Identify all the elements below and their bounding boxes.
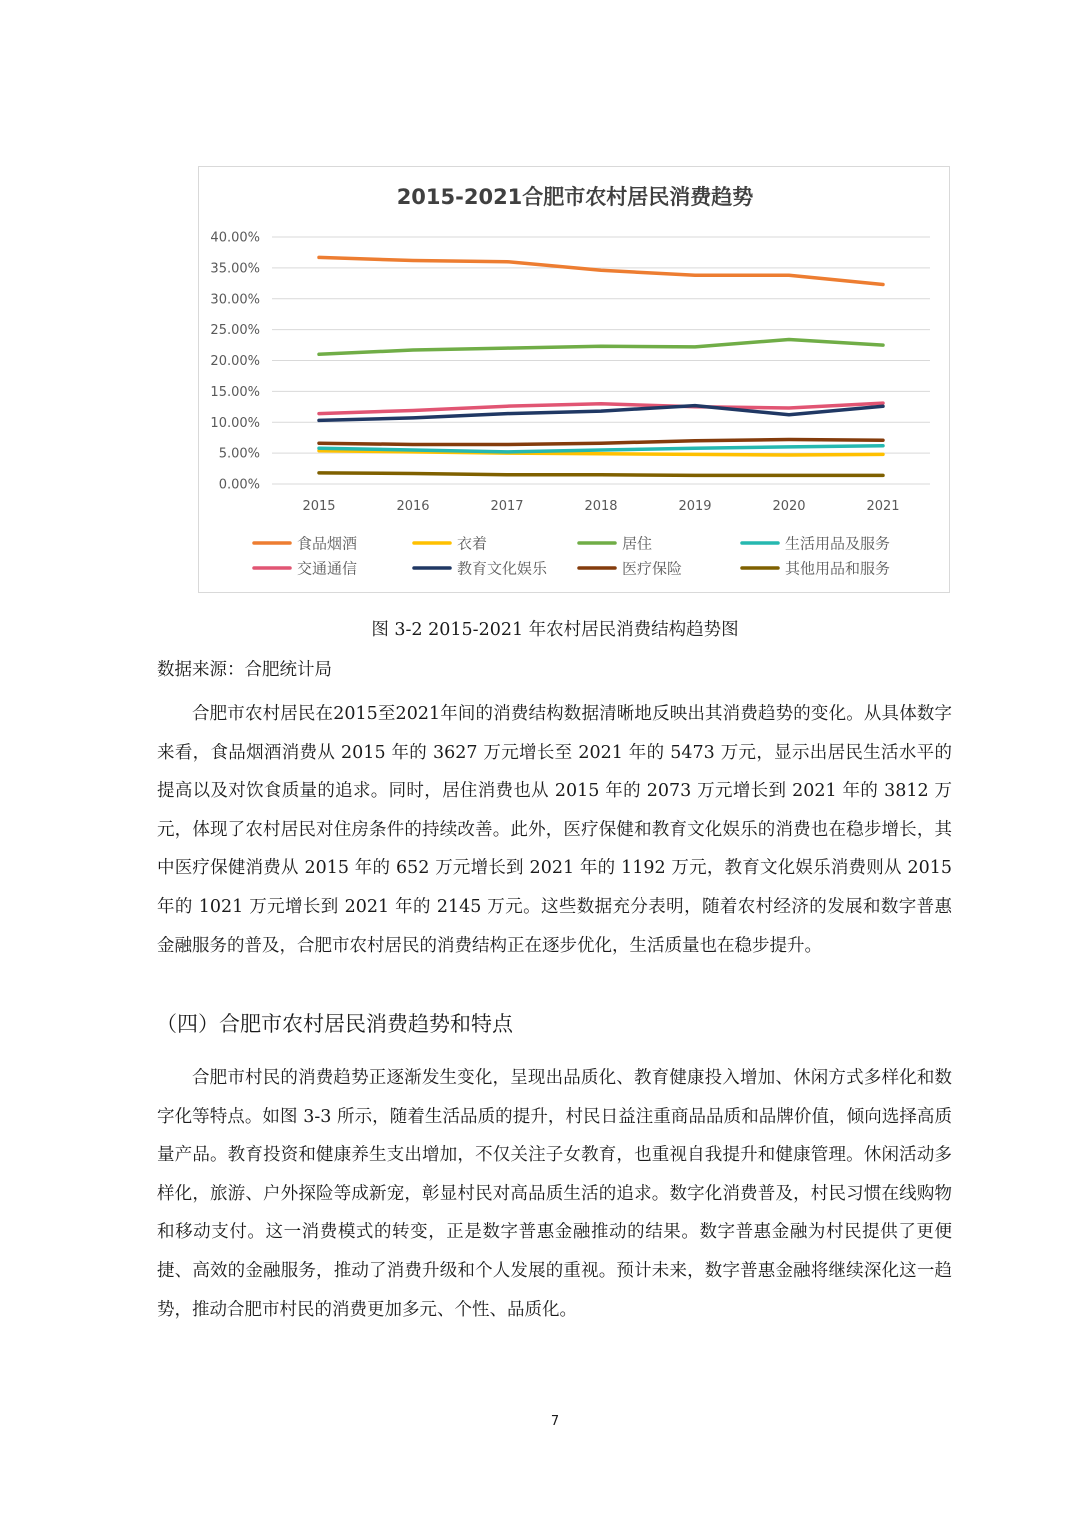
legend-label: 教育文化娱乐 [457, 559, 548, 578]
x-tick-label: 2018 [584, 499, 618, 514]
y-tick-label: 40.00% [210, 230, 260, 246]
line-chart [199, 167, 951, 594]
y-tick-label: 25.00% [210, 323, 260, 339]
y-tick-label: 35.00% [210, 261, 260, 277]
section-heading: （四）合肥市农村居民消费趋势和特点 [156, 1012, 513, 1036]
legend-label: 交通通信 [297, 559, 358, 578]
legend-label: 其他用品和服务 [785, 559, 891, 578]
legend-label: 衣着 [457, 534, 488, 553]
legend-label: 居住 [622, 534, 653, 553]
body-paragraph-1: 合肥市农村居民在2015至2021年间的消费结构数据清晰地反映出其消费趋势的变化。从具体数字来看，食品烟酒消费从 2015 年的 3627 万元增长至 2021 年的 5473 万元，显示出居民生活水平的提高以及对饮食质量的追求。同时，居住消费也从 2015 年的 2073 万元增长到 2021 年的 3812 万元，体现了农村居民对住房条件的持续改善。此外，医疗保健和教育文化娱乐的消费也在稳步增长，其中医疗保健消费从 2015 年的 652 万元增长到 2021 年的 1192 万元，教育文化娱乐消费则从 2015 年的 1021 万元增长到 2021 年的 2145 万元。这些数据充分表明，随着农村经济的发展和数字普惠金融服务的普及，合肥市农村居民的消费结构正在逐步优化，生活质量也在稳步提升。 [157, 704, 952, 956]
x-tick-label: 2019 [678, 499, 712, 514]
page-number: 7 [550, 1414, 560, 1429]
y-tick-label: 10.00% [210, 415, 260, 431]
series-line [319, 446, 883, 452]
series-line [319, 473, 883, 476]
y-tick-label: 0.00% [218, 477, 260, 493]
x-tick-label: 2015 [302, 499, 336, 514]
x-tick-label: 2017 [490, 499, 524, 514]
series-line [319, 257, 883, 284]
y-tick-label: 20.00% [210, 354, 260, 369]
legend-label: 食品烟酒 [297, 534, 358, 553]
y-tick-label: 5.00% [218, 446, 260, 462]
figure-caption: 图 3-2 2015-2021 年农村居民消费结构趋势图 [371, 620, 739, 640]
legend-label: 医疗保险 [622, 559, 683, 578]
chart-container [198, 166, 950, 593]
legend-label: 生活用品及服务 [785, 534, 891, 553]
data-source: 数据来源：合肥统计局 [157, 660, 332, 680]
x-tick-label: 2020 [772, 499, 806, 514]
x-tick-label: 2021 [866, 499, 900, 514]
body-paragraph-2: 合肥市村民的消费趋势正逐渐发生变化，呈现出品质化、教育健康投入增加、休闲方式多样化和数字化等特点。如图 3-3 所示，随着生活品质的提升，村民日益注重商品品质和品牌价值，倾向选择高质量产品。教育投资和健康养生支出增加，不仅关注子女教育，也重视自我提升和健康管理。休闲活动多样化，旅游、户外探险等成新宠，彰显村民对高品质生活的追求。数字化消费普及，村民习惯在线购物和移动支付。这一消费模式的转变，正是数字普惠金融推动的结果。数字普惠金融为村民提供了更便捷、高效的金融服务，推动了消费升级和个人发展的重视。预计未来，数字普惠金融将继续深化这一趋势，推动合肥市村民的消费更加多元、个性、品质化。 [157, 1068, 952, 1320]
y-tick-label: 15.00% [210, 384, 260, 400]
y-tick-label: 30.00% [210, 292, 260, 308]
chart-title: 2015-2021合肥市农村居民消费趋势 [396, 185, 754, 209]
series-line [319, 440, 883, 445]
series-line [319, 340, 883, 355]
x-tick-label: 2016 [396, 499, 430, 514]
